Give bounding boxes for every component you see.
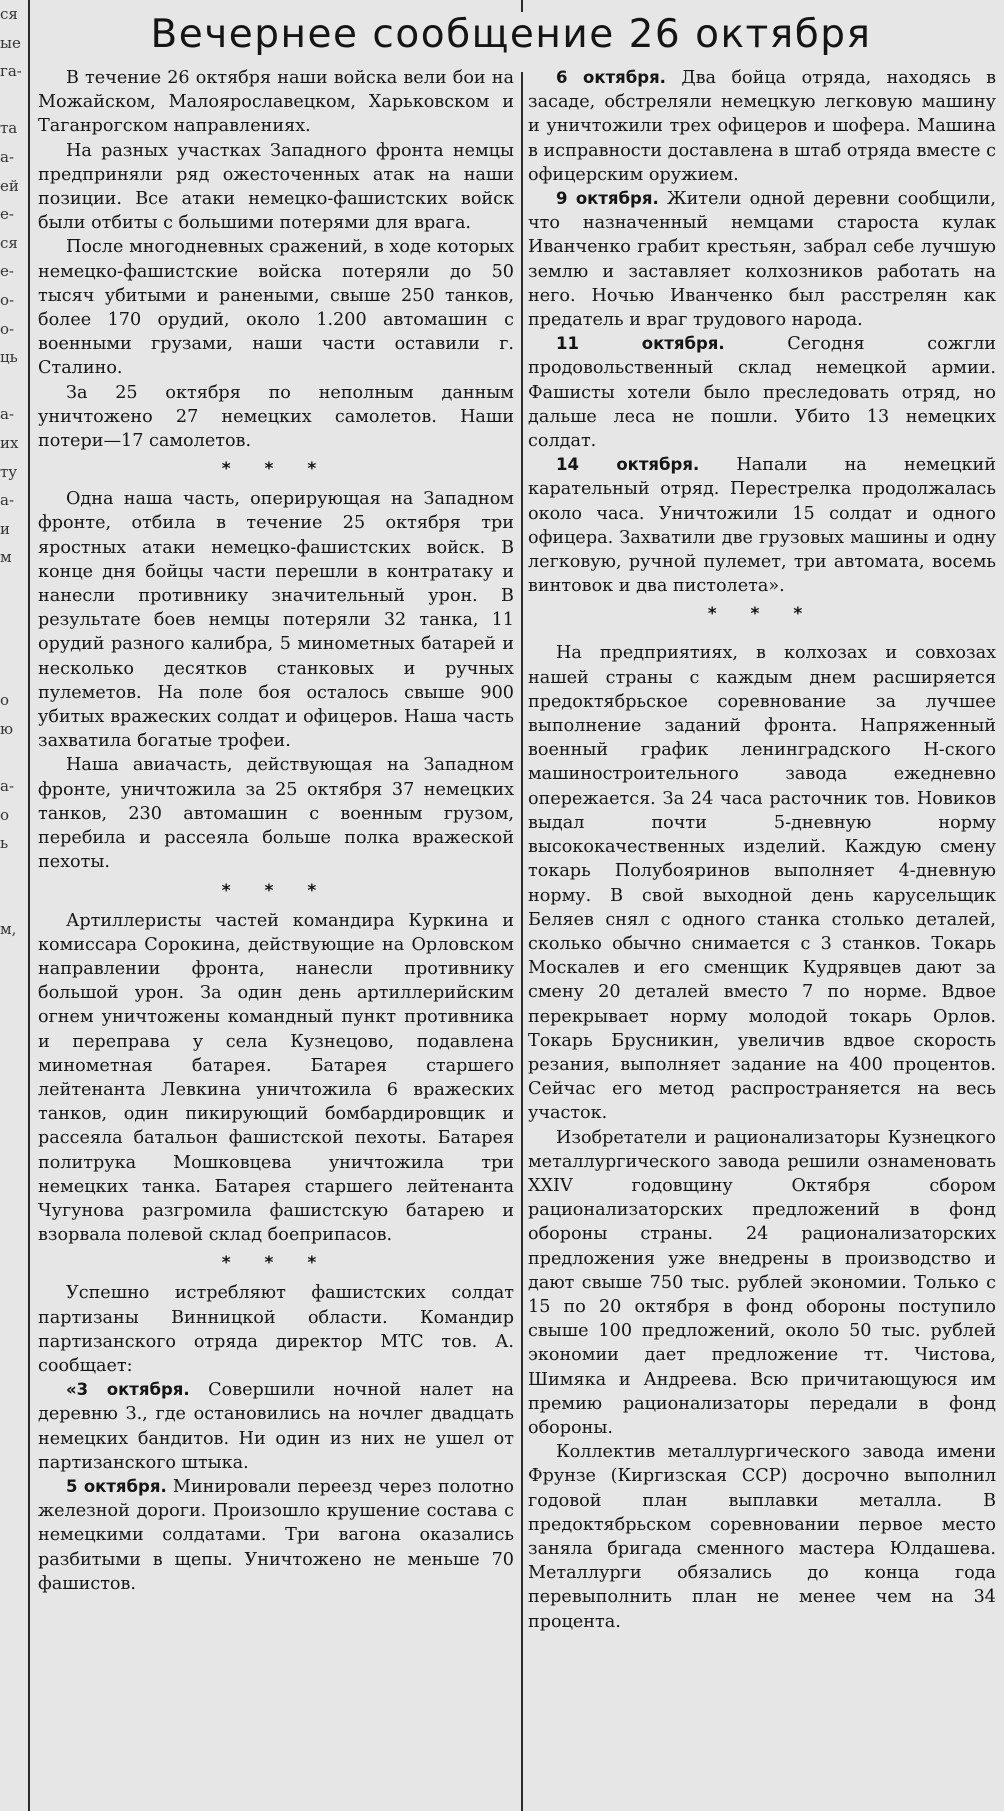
fragment-line: о	[0, 691, 10, 710]
section-separator: * * *	[221, 459, 331, 480]
fragment-line	[0, 1001, 22, 1030]
fragment-line: е-	[0, 205, 14, 224]
fragment-line: ся	[0, 233, 18, 252]
neighbor-column-fragment	[0, 0, 22, 1811]
paragraph: Коллектив металлургического завода имени Фрунзе (Киргизская ССР) досрочно выполнил годовой план выплавки металла. В предоктябрьском соревновании первое место заняла бригада сменного мастера Юлдашева. Металлурги обязались до конца года перевыполнить план не менее чем на 34 процента.	[528, 1442, 996, 1632]
entry-text: Минировали переезд через полотно железной дороги. Произошло крушение состава с немецкими солдатами. Три вагона оказались разбитыми в щепы. Уничтожено не меньше 70 фашистов.	[38, 1476, 514, 1594]
column-rule-middle	[521, 72, 523, 1811]
entry-date: 11 октября.	[556, 334, 725, 354]
fragment-line: а-	[0, 147, 15, 166]
fragment-line	[0, 658, 22, 687]
spacer	[528, 632, 996, 641]
fragment-line: ць	[0, 348, 18, 367]
entry-date: 5 октября.	[66, 1476, 167, 1496]
fragment-line: и	[0, 519, 10, 538]
fragment-line	[0, 86, 22, 115]
paragraph: Изобретатели и рационализаторы Кузнецкого металлургического завода решили ознаменовать XXIV годовщину Октября сбором рационализаторских предложений в фонд обороны страны. 24 рационализаторских предложения уже внедрены в производство и дают свыше 750 тыс. рублей экономии. Только с 15 по 20 октября в фонд обороны поступило свыше 100 предложений, около 50 тыс. рублей экономии дает предложение тт. Чистова, Шимяка и Андреева. Всю причитающуюся им премию рационализаторы передали в фонд обороны.	[528, 1127, 996, 1438]
entry-text: Совершили ночной налет на деревню З., где остановились на ночлег двадцать немецких бандитов. Ни один из них не ушел от партизанского штыка.	[38, 1380, 514, 1473]
fragment-line: ь	[0, 834, 9, 853]
fragment-line: ся	[0, 5, 18, 23]
entry-text: Два бойца отряда, находясь в засаде, обстреляли немецкую легковую машину и уничтожили трех офицеров и шофера. Машина в исправности доставлена в штаб отряда вместе с офицерским оружием.	[528, 68, 996, 185]
right-column	[528, 66, 996, 1634]
paragraph: Одна наша часть, оперирующая на Западном фронте, отбила в течение 25 октября три яростных атаки немецко-фашистских войск. В конце дня бойцы части перешли в контратаку и нанесли противнику значительный урон. В результате боев немцы потеряли 32 танка, 11 орудий разного калибра, 5 минометных батарей и несколько десятков станковых и ручных пулеметов. На поле боя осталось свыше 900 убитых вражеских солдат и офицеров. Наша часть захватила богатые трофеи.	[38, 489, 514, 752]
paragraph: После многодневных сражений, в ходе которых немецко-фашистские войска потеряли до 50 тысяч убитыми и ранеными, свыше 250 танков, более 170 орудий, около 1.200 автомашин с военными грузами, наши части оставили г. Сталино.	[38, 237, 514, 379]
fragment-line: ые	[0, 33, 21, 52]
fragment-line: ю	[0, 719, 14, 738]
fragment-line: га-	[0, 62, 22, 81]
fragment-line	[0, 944, 22, 973]
fragment-line: ту	[0, 462, 18, 481]
article-headline: Вечернее сообщение 26 октября	[150, 12, 872, 57]
fragment-line: их	[0, 433, 19, 452]
fragment-line	[0, 886, 22, 915]
fragment-line: а-	[0, 405, 15, 424]
fragment-line	[0, 629, 22, 658]
entry-date: 14 октября.	[556, 455, 700, 475]
diary-entry	[528, 332, 996, 453]
fragment-line	[0, 743, 22, 772]
entry-date: «3 октября.	[66, 1380, 190, 1400]
fragment-line: о	[0, 805, 10, 824]
fragment-line: а-	[0, 491, 15, 510]
column-rule-left	[28, 0, 30, 1811]
section-separator: * * *	[221, 1253, 331, 1274]
diary-entry	[38, 1378, 514, 1475]
section-separator: * * *	[707, 604, 817, 625]
diary-entry	[528, 66, 996, 187]
fragment-line: о-	[0, 290, 15, 309]
fragment-line	[0, 572, 22, 601]
diary-entry	[38, 1475, 514, 1596]
paragraph: За 25 октября по неполным данным уничтожено 27 немецких самолетов. Наши потери—17 самолетов.	[38, 382, 514, 452]
fragment-line: м,	[0, 920, 17, 938]
paragraph: Успешно истребляют фашистских солдат партизаны Винницкой области. Командир партизанского отряда директор МТС тов. А. сообщает:	[38, 1283, 514, 1376]
fragment-line: е-	[0, 262, 14, 281]
fragment-line: та	[0, 119, 18, 138]
fragment-line: м	[0, 548, 12, 567]
diary-entry	[528, 187, 996, 332]
fragment-line	[0, 600, 22, 629]
left-column	[38, 66, 514, 1596]
diary-entry	[528, 453, 996, 598]
fragment-line	[0, 858, 22, 887]
fragment-line: о-	[0, 319, 15, 338]
entry-text: Напали на немецкий карательный отряд. Перестрелка продолжалась около часа. Уничтожили 15 солдат и одного офицера. Захватили две грузовых машины и одну легковую, ручной пулемет, три автомата, восемь винтовок и два пистолета».	[528, 455, 997, 597]
entry-text: Жители одной деревни сообщили, что назначенный немцами староста кулак Иванченко грабит крестьян, забрал себе лучшую землю и заставляет колхозников работать на него. Ночью Иванченко был расстрелян как предатель и враг трудового народа.	[528, 189, 996, 331]
section-separator: * * *	[221, 880, 331, 901]
entry-date: 6 октября.	[556, 68, 666, 87]
fragment-line: ей	[0, 176, 19, 195]
entry-text: Сегодня сожгли продовольственный склад немецкой армии. Фашисты хотели было преследовать отряд, но дальше леса не пошли. Убито 13 немецких солдат.	[528, 334, 997, 452]
paragraph: Наша авиачасть, действующая на Западном фронте, уничтожила за 25 октября 37 немецких танков, 230 автомашин с военным грузом, перебила и рассеяла больше полка вражеской пехоты.	[38, 755, 514, 873]
fragment-line	[0, 972, 22, 1001]
entry-date: 9 октября.	[556, 189, 659, 209]
paragraph: На разных участках Западного фронта немцы предприняли ряд ожесточенных атак на наши позиции. Все атаки немецко-фашистских войск были отбиты с большими потерями для врага.	[38, 140, 514, 234]
fragment-line	[0, 372, 22, 401]
paragraph: На предприятиях, в колхозах и совхозах нашей страны с каждым днем расширяется предоктябрьское соревнование за лучшее выполнение заданий фронта. Напряженный военный график ленинградского Н-ского машиностроительного завода ежедневно опережается. За 24 часа расточник тов. Новиков выдал почти 5-дневную норму высококачественных изделий. Каждую смену токарь Полубояринов выполняет 4-дневную норму. В свой выходной день карусельщик Беляев снял с одного станка столько деталей, сколько обычно снимается с 3 станков. Токарь Москалев и его сменщик Кудрявцев дают за смену 20 деталей вместо 7 по норме. Вдвое перекрывает норму молодой токарь Орлов. Токарь Брусникин, увеличив вдвое скорость резания, выполняет задание на 400 процентов. Сейчас его метод распространяется на весь участок.	[528, 643, 996, 1124]
paragraph: Артиллеристы частей командира Куркина и комиссара Сорокина, действующие на Орловском направлении фронта, нанесли противнику большой урон. За один день артиллерийским огнем уничтожены командный пункт противника и переправа у села Кузнецово, подавлена минометная батарея. Батарея старшего лейтенанта Левкина уничтожила 6 вражеских танков, один пикирующий бомбардировщик и рассеяла батальон фашистской пехоты. Батарея политрука Мошковцева уничтожила три немецких танка. Батарея старшего лейтенанта Чугунова разгромила фашистскую батарею и взорвала полевой склад боеприпасов.	[38, 910, 514, 1246]
fragment-line: а-	[0, 777, 15, 796]
fragment-line	[0, 1029, 22, 1058]
paragraph: В течение 26 октября наши войска вели бои на Можайском, Малоярославецком, Харьковском и Таганрогском направлениях.	[38, 68, 514, 137]
